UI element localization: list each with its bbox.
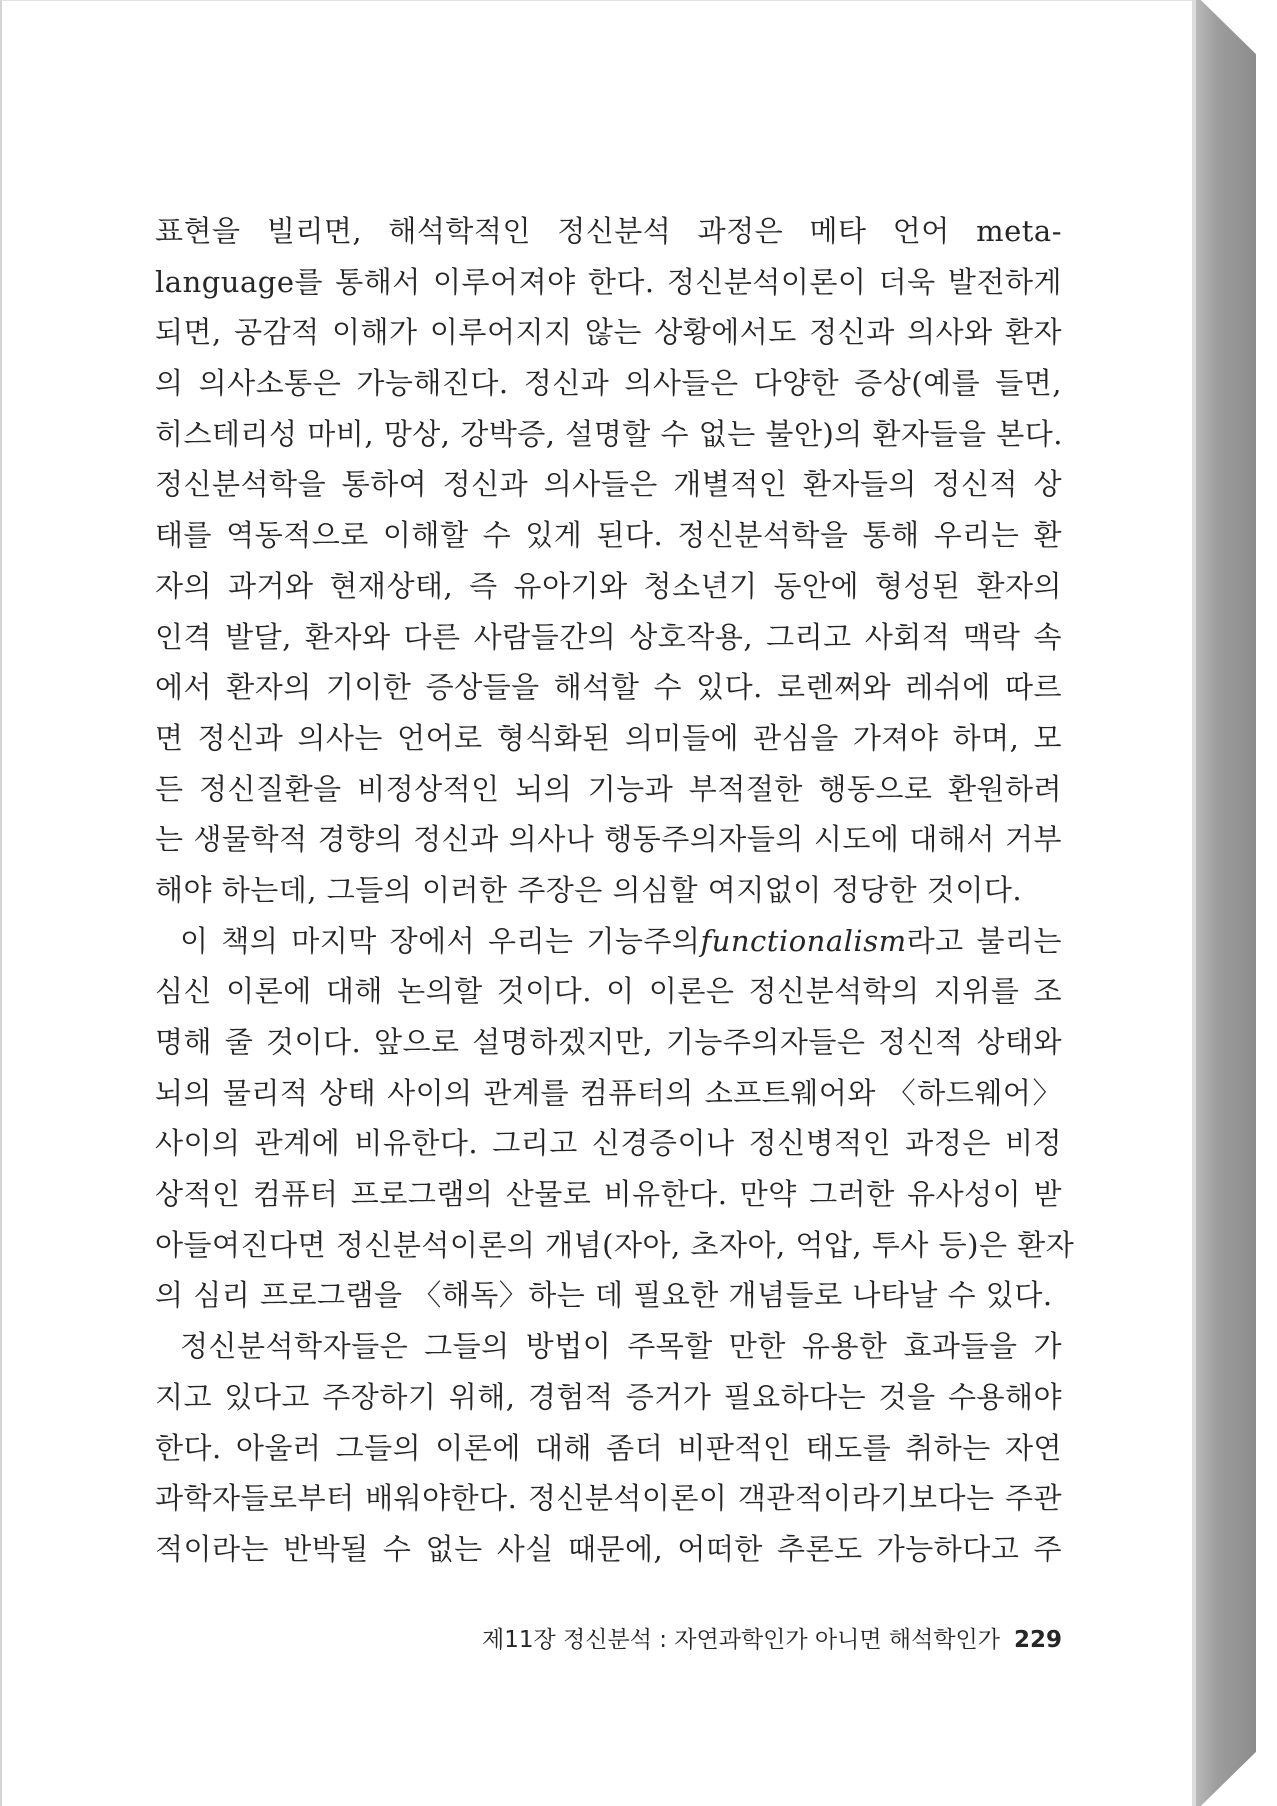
text-line: 정신분석학자들은 그들의 방법이 주목할 만한 유용한 효과들을 가 — [180, 1329, 1062, 1364]
text-line: 명해 줄 것이다. 앞으로 설명하겠지만, 기능주의자들은 정신적 상태와 — [155, 1025, 1062, 1059]
text-line: 적이라는 반박될 수 없는 사실 때문에, 어떠한 추론도 가능하다고 주 — [155, 1531, 1062, 1566]
text-segment: 이 책의 마지막 장에서 우리는 기능주의 — [180, 923, 701, 958]
italic-term: functionalism — [700, 923, 907, 958]
text-line: 태를 역동적으로 이해할 수 있게 된다. 정신분석학을 통해 우리는 환 — [155, 518, 1062, 553]
text-line: 히스테리성 마비, 망상, 강박증, 설명할 수 없는 불안)의 환자들을 본다. — [155, 416, 1064, 451]
text-line: 자의 과거와 현재상태, 즉 유아기와 청소년기 동안에 형성된 환자의 — [155, 568, 1062, 603]
text-line: 의 심리 프로그램을 〈해독〉하는 데 필요한 개념들로 나타날 수 있다. — [155, 1278, 1053, 1313]
text-line: 에서 환자의 기이한 증상들을 해석할 수 있다. 로렌쩌와 레쉬에 따르 — [155, 670, 1062, 705]
text-line: 뇌의 물리적 상태 사이의 관계를 컴퓨터의 소프트웨어와 〈하드웨어〉 — [155, 1075, 1062, 1110]
text-line: 한다. 아울러 그들의 이론에 대해 좀더 비판적인 태도를 취하는 자연 — [155, 1430, 1062, 1465]
running-title: 제11장 정신분석 : 자연과학인가 아니면 해석학인가 — [482, 1627, 1000, 1653]
text-line: 되면, 공감적 이해가 이루어지지 않는 상황에서도 정신과 의사와 환자 — [155, 315, 1062, 350]
text-line: 해야 하는데, 그들의 이러한 주장은 의심할 여지없이 정당한 것이다. — [155, 872, 1023, 907]
text-line: 든 정신질환을 비정상적인 뇌의 기능과 부적절한 행동으로 환원하려 — [155, 771, 1062, 806]
text-line: 심신 이론에 대해 논의할 것이다. 이 이론은 정신분석학의 지위를 조 — [155, 974, 1062, 1009]
text-line: 는 생물학적 경향의 정신과 의사나 행동주의자들의 시도에 대해서 거부 — [155, 822, 1062, 857]
page-number: 229 — [1013, 1627, 1062, 1653]
text-line: 정신분석학을 통하여 정신과 의사들은 개별적인 환자들의 정신적 상 — [155, 467, 1062, 502]
text-line: 상적인 컴퓨터 프로그램의 산물로 비유한다. 만약 그러한 유사성이 받 — [155, 1177, 1062, 1212]
text-line: 표현을 빌리면, 해석학적인 정신분석 과정은 메타 언어 meta- — [155, 214, 1062, 248]
text-line — [155, 916, 1062, 967]
text-line: 의 의사소통은 가능해진다. 정신과 의사들은 다양한 증상(예를 들면, — [155, 366, 1062, 401]
text-line: 인격 발달, 환자와 다른 사람들간의 상호작용, 그리고 사회적 맥락 속 — [155, 619, 1062, 654]
page-footer — [155, 1621, 1062, 1654]
text-segment: 라고 불리는 — [906, 923, 1062, 958]
text-line: 지고 있다고 주장하기 위해, 경험적 증거가 필요하다는 것을 수용해야 — [155, 1379, 1062, 1414]
text-line: 아들여진다면 정신분석이론의 개념(자아, 초자아, 억압, 투사 등)은 환자 — [155, 1227, 1075, 1262]
body-text — [155, 206, 1075, 1575]
text-line: 사이의 관계에 비유한다. 그리고 신경증이나 정신병적인 과정은 비정 — [155, 1126, 1062, 1161]
book-spine — [1196, 0, 1256, 1806]
text-line: 면 정신과 의사는 언어로 형식화된 의미들에 관심을 가져야 하며, 모 — [155, 720, 1062, 755]
text-line: language를 통해서 이루어져야 한다. 정신분석이론이 더욱 발전하게 — [155, 264, 1062, 299]
text-line: 과학자들로부터 배워야한다. 정신분석이론이 객관적이라기보다는 주관 — [155, 1481, 1062, 1516]
